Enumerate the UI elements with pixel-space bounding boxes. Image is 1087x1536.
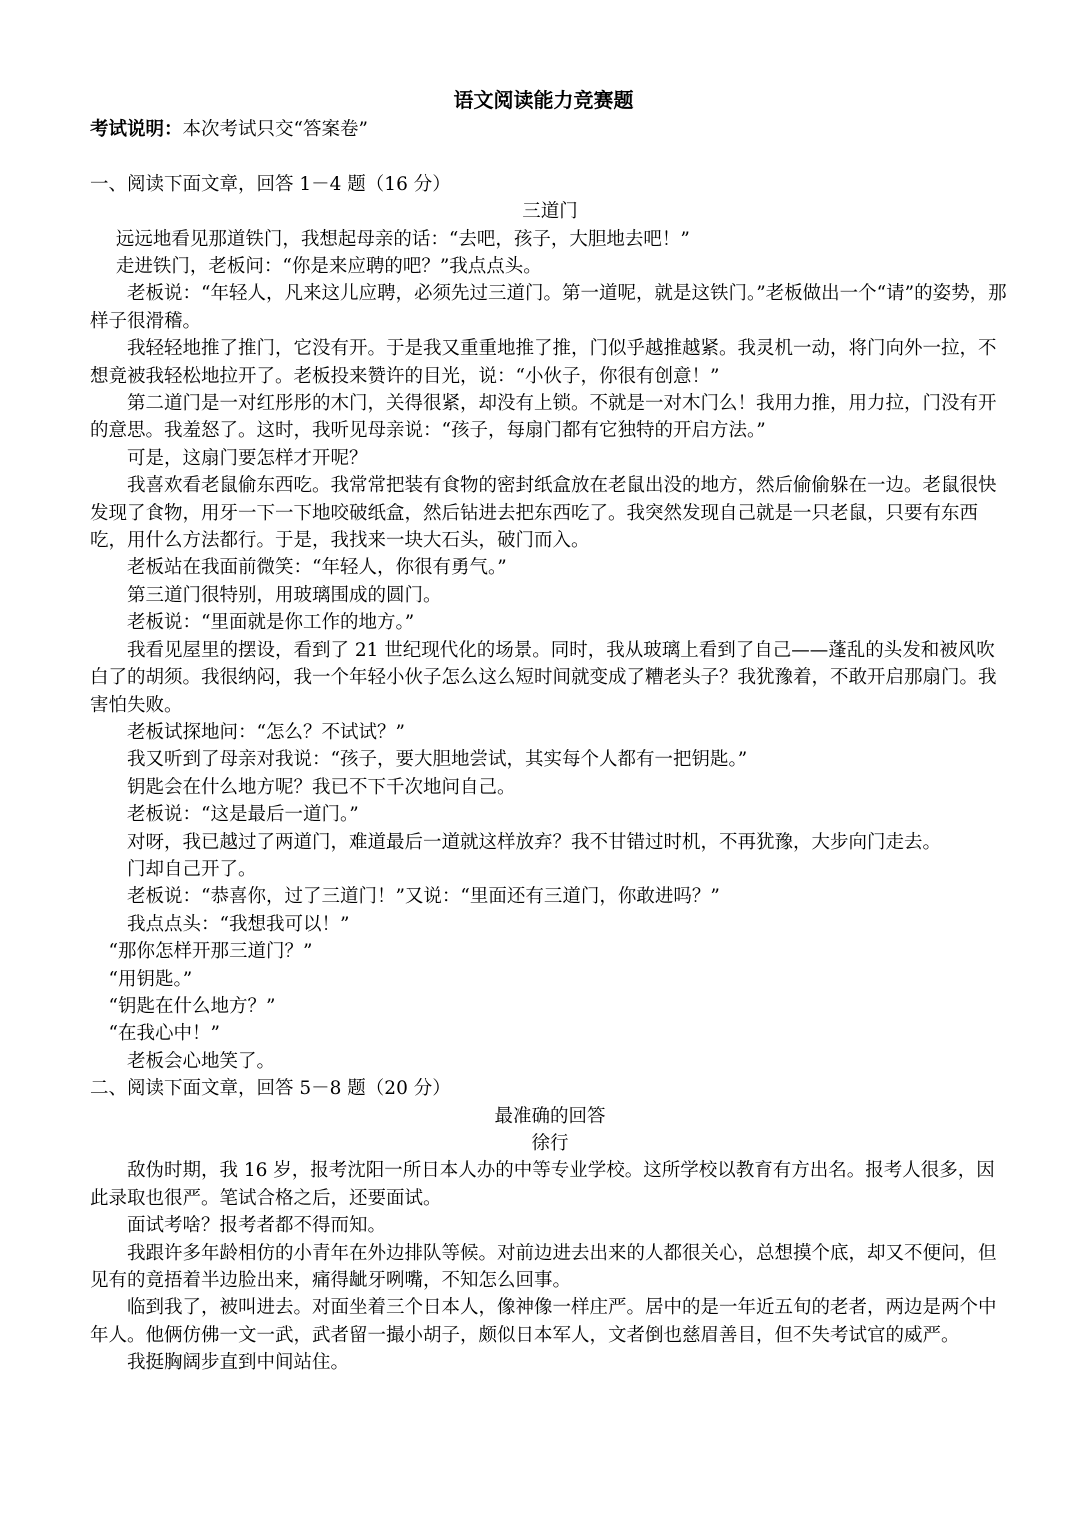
paragraph: “在我心中！”: [108, 1023, 220, 1045]
paragraph: 远远地看见那道铁门，我想起母亲的话：“去吧，孩子，大胆地去吧！”: [115, 228, 690, 250]
paragraph: 钥匙会在什么地方呢？我已不下千次地问自己。: [127, 776, 516, 798]
paragraph: 我跟许多年龄相仿的小青年在外边排队等候。对前边进去出来的人都很关心，总想摸个底，却又不便问，但见有的竟捂着半边脸出来，痛得龇牙咧嘴，不知怎么回事。: [90, 1242, 997, 1292]
paragraph: “那你怎样开那三道门？”: [108, 941, 313, 963]
section2-article-title: 最准确的回答: [494, 1105, 606, 1127]
paragraph: 走进铁门，老板问：“你是来应聘的吧？”我点点头。: [115, 256, 542, 278]
paragraph: 我看见屋里的摆设，看到了 21 世纪现代化的场景。同时，我从玻璃上看到了自己——蓬乱的头发和被风吹白了的胡须。我很纳闷，我一个年轻小伙子怎么这么短时间就变成了糟老头子？我犹豫着，不敢开启那扇门。我害怕失败。: [90, 639, 997, 716]
paragraph: 对呀，我已越过了两道门，难道最后一道就这样放弃？我不甘错过时机，不再犹豫，大步向门走去。: [127, 831, 942, 853]
paragraph: 老板说：“恭喜你，过了三道门！”又说：“里面还有三道门，你敢进吗？”: [127, 886, 720, 908]
paragraph: 老板说：“年轻人，凡来这儿应聘，必须先过三道门。第一道呢，就是这铁门。”老板做出一个“请”的姿势，那样子很滑稽。: [90, 283, 1007, 332]
paragraph: 我喜欢看老鼠偷东西吃。我常常把装有食物的密封纸盒放在老鼠出没的地方，然后偷偷躲在一边。老鼠很快发现了食物，用牙一下一下地咬破纸盒，然后钻进去把东西吃了。我突然发现自己就是一只老鼠，只要有东西吃，用什么方法都行。于是，我找来一块大石头，破门而入。: [90, 475, 997, 552]
paragraph: 老板站在我面前微笑：“年轻人，你很有勇气。”: [127, 557, 507, 579]
paragraph: 老板试探地问：“怎么？不试试？”: [127, 721, 405, 743]
document-body: [90, 116, 1010, 1377]
paragraph: 面试考啥？报考者都不得而知。: [127, 1215, 387, 1237]
paragraph: 老板说：“里面就是你工作的地方。”: [127, 612, 415, 634]
paragraph: 第二道门是一对红彤彤的木门，关得很紧，却没有上锁。不就是一对木门么！我用力推，用力拉，门没有开的意思。我羞怒了。这时，我听见母亲说：“孩子，每扇门都有它独特的开启方法。”: [90, 393, 997, 442]
paragraph: 我轻轻地推了推门，它没有开。于是我又重重地推了推，门似乎越推越紧。我灵机一动，将门向外一拉，不想竟被我轻松地拉开了。老板投来赞许的目光，说：“小伙子，你很有创意！”: [90, 338, 997, 387]
paragraph: 老板说：“这是最后一道门。”: [127, 804, 359, 826]
paragraph: 我又听到了母亲对我说：“孩子，要大胆地尝试，其实每个人都有一把钥匙。”: [127, 749, 748, 771]
section2-author: 徐行: [531, 1133, 569, 1155]
paragraph: “钥匙在什么地方？”: [108, 995, 276, 1017]
section2-heading: 二、阅读下面文章，回答 5－8 题（20 分）: [90, 1078, 451, 1100]
paragraph: 门却自己开了。: [127, 858, 257, 880]
paragraph: “用钥匙。”: [108, 968, 193, 990]
exam-note-label: 考试说明：: [90, 119, 183, 140]
paragraph: 老板会心地笑了。: [127, 1050, 276, 1072]
section1-heading: 一、阅读下面文章，回答 1－4 题（16 分）: [90, 173, 451, 195]
paragraph: 我点点头：“我想我可以！”: [127, 913, 350, 935]
document-title: 语文阅读能力竞赛题: [453, 88, 634, 112]
section1-article-title: 三道门: [522, 201, 578, 223]
paragraph: 敌伪时期，我 16 岁，报考沈阳一所日本人办的中等专业学校。这所学校以教育有方出名。报考人很多，因此录取也很严。笔试合格之后，还要面试。: [90, 1160, 995, 1209]
exam-note-text: 本次考试只交“答案卷”: [182, 119, 368, 140]
paragraph: 第三道门很特别，用玻璃围成的圆门。: [127, 584, 442, 606]
paragraph: 我挺胸阔步直到中间站住。: [127, 1352, 350, 1374]
paragraph: 可是，这扇门要怎样才开呢？: [127, 447, 368, 469]
paragraph: 临到我了，被叫进去。对面坐着三个日本人，像神像一样庄严。居中的是一年近五旬的老者，两边是两个中年人。他俩仿佛一文一武，武者留一撮小胡子，颇似日本军人，文者倒也慈眉善目，但不失考试官的威严。: [90, 1297, 997, 1346]
exam-note: [90, 116, 1010, 143]
blank-line: [90, 143, 1010, 170]
